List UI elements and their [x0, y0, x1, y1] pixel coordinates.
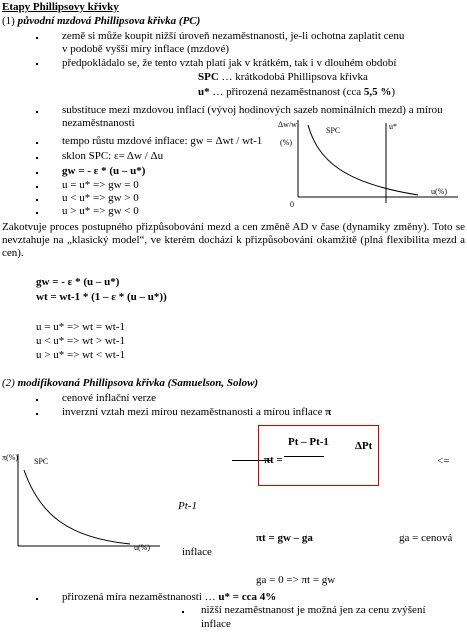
x-axis-label: u(%): [134, 543, 150, 552]
natural-rate-bullet: [62, 591, 276, 604]
bullet-text: nižší nezaměstnanost je možná jen za cenu zvýšení: [201, 604, 426, 616]
u-star-definition: [198, 86, 395, 99]
equation-wt: wt = wt-1 * (1 – ε * (u – u*)): [36, 291, 167, 303]
bullet-marker: [36, 111, 38, 113]
spc-label: SPC: [34, 457, 49, 466]
paragraph-adjustment: Zakotvuje proces postupného přizpůsobování mezd a cen změně AD v čase (dynamiky změny). Toto se nevztahuje na „klasický model“, ve kterém dochází k přizpůsobování okamžitě (plná flexibilita mezd a cen).: [2, 221, 465, 259]
ga-zero-case: ga = 0 => πt = gw: [256, 574, 336, 586]
case-equal: u = u* => gw = 0: [62, 179, 139, 191]
wt-case-equal: u = u* => wt = wt-1: [36, 321, 125, 333]
u-star-desc: … přirozená nezaměstnanost (cca: [209, 86, 364, 98]
spc-curve: [308, 125, 418, 195]
bullet-text-cont: v podobě vyšší míry inflace (mzdové): [62, 43, 230, 55]
spc-definition: [198, 71, 368, 84]
section1-heading: [2, 15, 200, 28]
spc-curve: [24, 470, 130, 544]
bullet-marker: [36, 199, 38, 201]
bullet-marker: [36, 142, 38, 144]
equation-gw-repeat: gw = - ε * (u – u*): [36, 276, 120, 288]
pi-t-equals: πt =: [264, 454, 283, 466]
bullet-text: tempo růstu mzdové inflace: gw = Δwt / wt-1: [62, 135, 263, 147]
y-axis-label: Δw/w: [278, 120, 297, 129]
pi-symbol: π: [325, 406, 332, 418]
x-axis-label: u(%): [431, 187, 447, 196]
page-title: Etapy Phillipsovy křivky: [2, 1, 119, 13]
fraction-line: [284, 456, 324, 457]
y-axis-unit: (%): [280, 138, 292, 147]
y-axis-label: π(%): [2, 453, 19, 462]
u-star-close: ): [391, 86, 396, 98]
bullet-text: země si může koupit nižší úroveň nezaměstnanosti, je-li ochotna zaplatit cenu: [62, 30, 405, 42]
bullet-text-cont: nezaměstnanosti: [62, 117, 135, 129]
section1-number: (1): [2, 15, 15, 27]
bullet-marker: [36, 186, 38, 188]
bullet-marker: [36, 172, 38, 174]
fraction-numerator: Pt – Pt-1: [288, 436, 329, 448]
bullet-text: cenové inflační verze: [62, 392, 157, 404]
wt-case-less: u < u* => wt > wt-1: [36, 335, 125, 347]
bullet-text: předpokládalo se, že tento vztah platí jak v krátkém, tak i v dlouhém období: [62, 57, 397, 69]
bullet-text: sklon SPC: ε= Δw / Δu: [62, 150, 164, 162]
bullet-marker: [36, 413, 38, 415]
natural-rate-text: přirozená míra nezaměstnanosti …: [62, 591, 219, 603]
bullet-marker: [36, 37, 38, 39]
phillips-curve-chart-2: [0, 446, 170, 558]
origin-label: 0: [290, 200, 294, 209]
spc-label: SPC: [326, 126, 341, 135]
natural-rate-value: u* = cca 4%: [218, 591, 277, 603]
bullet-marker: [36, 157, 38, 159]
bullet-marker: [36, 399, 38, 401]
case-greater: u > u* => gw < 0: [62, 205, 139, 217]
case-less: u < u* => gw > 0: [62, 192, 139, 204]
bullet-text: substituce mezi mzdovou inflací (vývoj hodinových sazeb nominálních mezd) a mírou: [62, 104, 443, 116]
ga-definition: ga = cenová: [399, 532, 453, 544]
section2-number: (2): [2, 377, 15, 389]
spc-term: SPC: [198, 71, 219, 83]
section2-heading: [2, 377, 258, 390]
spc-desc: … krátkodobá Phillipsova křivka: [218, 71, 368, 83]
equation-gw: gw = - ε * (u – u*): [62, 165, 146, 177]
bullet-text-cont: inflace: [201, 618, 231, 630]
delta-p: ΔPt: [355, 440, 373, 452]
pi-equation: πt = gw – ga: [256, 532, 313, 544]
wt-case-greater: u > u* => wt < wt-1: [36, 349, 125, 361]
section2-title: modifikovaná Phillipsova křivka (Samuelson, Solow): [17, 377, 259, 389]
p-t-minus-1: Pt-1: [178, 500, 197, 512]
less-or-equal: <=: [437, 455, 450, 467]
u-star-term: u*: [198, 86, 210, 98]
bullet-text: [62, 406, 331, 419]
inflace-label: inflace: [182, 546, 212, 558]
bullet-marker: [36, 598, 38, 600]
section1-title: původní mzdová Phillipsova křivka (PC): [17, 15, 201, 27]
bullet-marker: [182, 611, 184, 613]
u-star-value: 5,5 %: [363, 86, 392, 98]
inverse-relation-text: inverzní vztah mezi mírou nezaměstnanosti a mírou inflace: [62, 406, 323, 418]
bullet-marker: [36, 63, 38, 65]
bullet-marker: [36, 212, 38, 214]
phillips-curve-chart-1: [268, 115, 467, 210]
lpc-label: u*: [389, 122, 397, 131]
